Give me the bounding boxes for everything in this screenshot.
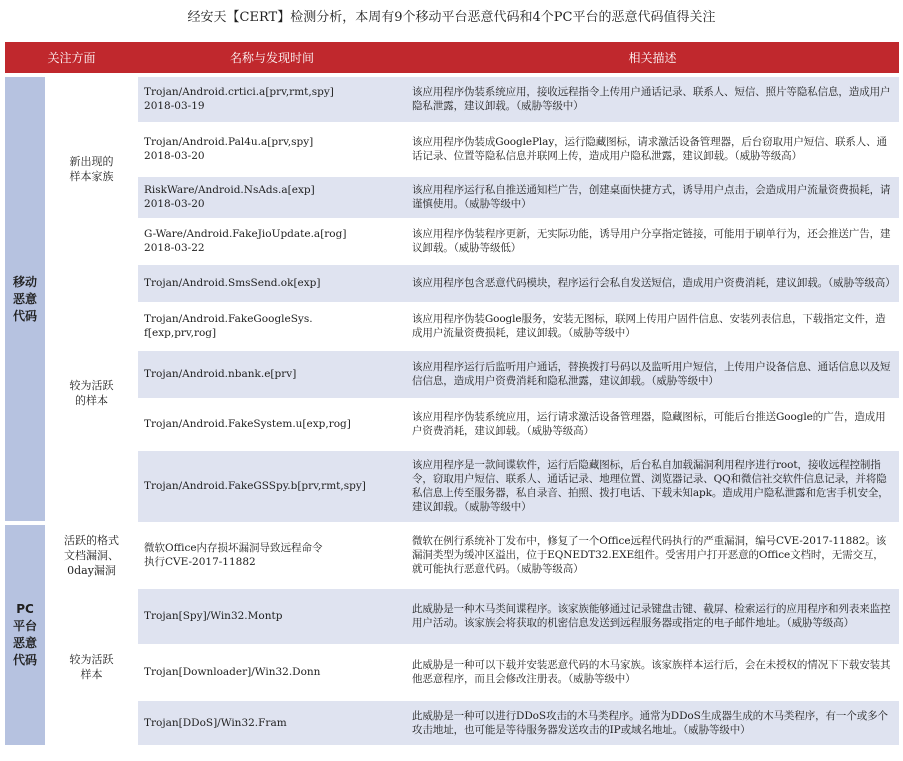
table-row [5,175,899,219]
sample-name: Trojan/Android.crtici.a[prv,rmt,spy] 2018-03-19 [138,75,406,123]
region-mobile [5,75,45,523]
sample-name: 微软Office内存损坏漏洞导致远程命令 执行CVE-2017-11882 [138,523,406,587]
sample-name: Trojan/Android.SmsSend.ok[exp] [138,263,406,303]
sample-name: G-Ware/Android.FakeJioUpdate.a[rog] 2018-03-22 [138,219,406,263]
sample-description: 微软在例行系统补丁发布中，修复了一个Office远程代码执行的严重漏洞，编号CVE-2017-11882。该漏洞类型为缓冲区溢出，位于EQNEDT32.EXE组件。受害用户打开恶意的Office文档时，无需交互，就可能执行恶意代码。（威胁等级高） [406,523,899,587]
table-row [5,303,899,349]
table-row [5,399,899,449]
table-row [5,123,899,175]
sample-description: 该应用程序伪装系统应用，运行请求激活设备管理器，隐藏图标，可能后台推送Google的广告，造成用户资费消耗，建议卸载。（威胁等级高） [406,399,899,449]
category-active-mobile-label: 较为活跃 的样本 [69,379,114,407]
table-row [5,523,899,587]
region-pc [5,523,45,745]
sample-description: 该应用程序伪装程序更新，无实际功能，诱导用户分享指定链接，可能用于刷单行为，还会推送广告，建议卸载。（威胁等级低） [406,219,899,263]
table-row [5,219,899,263]
sample-description: 该应用程序伪装成GooglePlay，运行隐藏图标，请求激活设备管理器，后台窃取用户短信、联系人、通话记录、位置等隐私信息并联网上传，造成用户隐私泄露，建议卸载。（威胁等级高） [406,123,899,175]
sample-description: 此威胁是一种可以进行DDoS攻击的木马类程序。通常为DDoS生成器生成的木马类程序，有一个或多个攻击地址，也可能是等待服务器发送攻击的IP或域名地址。（威胁等级中） [406,699,899,745]
sample-name: Trojan[Downloader]/Win32.Donn [138,645,406,699]
page-title: 经安天【CERT】检测分析，本周有9个移动平台恶意代码和4个PC平台的恶意代码值得关注 [187,10,716,25]
sample-description: 该应用程序伪装系统应用，接收远程指令上传用户通话记录、联系人、短信、照片等隐私信息，造成用户隐私泄露，建议卸载。（威胁等级中） [406,75,899,123]
region-mobile-label: 移动 恶意 代码 [12,274,37,323]
sample-name: RiskWare/Android.NsAds.a[exp] 2018-03-20 [138,175,406,219]
table-row [5,699,899,745]
category-active-pc-label: 较为活跃 样本 [69,652,114,681]
category-exploit [45,523,138,587]
sample-name: Trojan/Android.Pal4u.a[prv,spy] 2018-03-20 [138,123,406,175]
header-focus: 关注方面 [5,42,138,75]
table-header-row [5,42,899,75]
table-row [5,263,899,303]
header-name-time: 名称与发现时间 [138,42,406,75]
sample-description: 此威胁是一种木马类间谍程序。该家族能够通过记录键盘击键、截屏、检索运行的应用程序和列表来监控用户活动。该家族会将获取的机密信息发送到远程服务器或指定的电子邮件地址。（威胁等级高） [406,587,899,645]
table-row [5,75,899,123]
table-row [5,645,899,699]
malware-table [5,42,899,745]
sample-description: 该应用程序运行私自推送通知栏广告，创建桌面快捷方式，诱导用户点击，会造成用户流量资费损耗，请谨慎使用。（威胁等级中） [406,175,899,219]
table-row [5,587,899,645]
table-row [5,349,899,399]
sample-name: Trojan/Android.FakeGoogleSys. f[exp,prv,rog] [138,303,406,349]
sample-description: 该应用程序是一款间谍软件，运行后隐藏图标，后台私自加载漏洞利用程序进行root，接收远程控制指令，窃取用户短信、联系人、通话记录、地理位置、浏览器记录、QQ和微信社交软件信息记录，并将隐私信息上传至服务器，私自录音、拍照、拨打电话、下载未知apk。造成用户隐私泄露和危害手机安全，建议卸载。（威胁等级中） [406,449,899,523]
sample-name: Trojan[Spy]/Win32.Montp [138,587,406,645]
sample-description: 此威胁是一种可以下载并安装恶意代码的木马家族。该家族样本运行后，会在未授权的情况下下载安装其他恶意程序，而且会修改注册表。（威胁等级中） [406,645,899,699]
sample-name: Trojan/Android.FakeGSSpy.b[prv,rmt,spy] [138,449,406,523]
category-active-pc [45,587,138,745]
header-description: 相关描述 [406,42,899,75]
sample-description: 该应用程序伪装Google服务，安装无图标，联网上传用户固件信息、安装列表信息，下载指定文件，造成用户流量资费损耗，建议卸载。（威胁等级中） [406,303,899,349]
sample-name: Trojan[DDoS]/Win32.Fram [138,699,406,745]
sample-description: 该应用程序包含恶意代码模块，程序运行会私自发送短信，造成用户资费消耗，建议卸载。（威胁等级高） [406,263,899,303]
category-new-family-label: 新出现的 样本家族 [69,155,114,184]
table-row [5,449,899,523]
category-new-family [45,75,138,263]
category-exploit-label: 活跃的格式 文档漏洞、 0day漏洞 [64,533,119,577]
sample-name: Trojan/Android.nbank.e[prv] [138,349,406,399]
sample-name: Trojan/Android.FakeSystem.u[exp,rog] [138,399,406,449]
category-active-mobile [45,263,138,523]
sample-description: 该应用程序运行后监听用户通话，替换拨打号码以及监听用户短信，上传用户设备信息、通话信息以及短信信息，造成用户资费消耗和隐私泄露，建议卸载。（威胁等级中） [406,349,899,399]
region-pc-label: PC 平台 恶意 代码 [12,602,37,667]
